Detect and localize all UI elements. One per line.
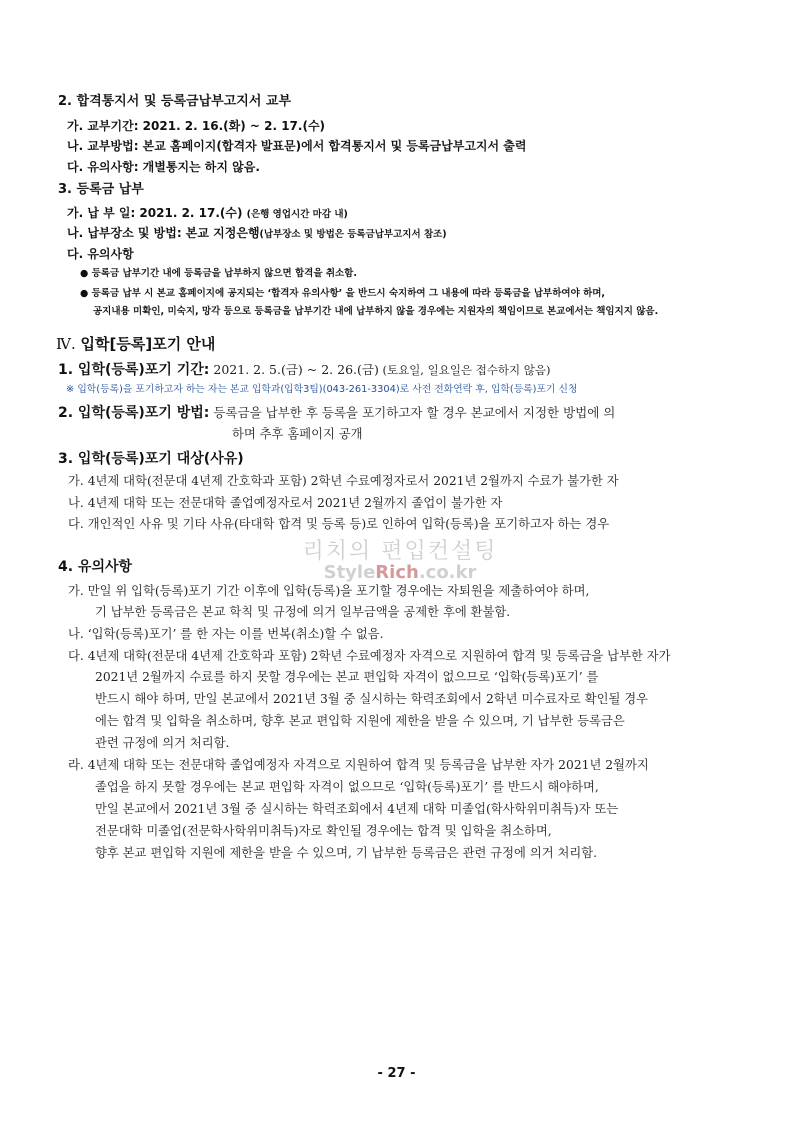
iv4-item-c-3: 반드시 해야 하며, 만일 본교에서 2021년 3월 중 실시하는 학력조회에서 2학년 미수료자로 확인될 경우 (95, 692, 649, 706)
iv4-heading: 4. 유의사항 (58, 559, 133, 575)
iv2-value-2: 하며 추후 홈페이지 공개 (232, 427, 363, 441)
iv3-item-b: 나. 4년제 대학 또는 전문대학 졸업예정자로서 2021년 2월까지 졸업이 불가한 자 (68, 496, 503, 510)
iv3-item-a: 가. 4년제 대학(전문대 4년제 간호학과 포함) 2학년 수료예정자로서 2021년 2월까지 수료가 불가한 자 (68, 474, 619, 488)
sec3-bullet-2-text: 등록금 납부 시 본교 홈페이지에 공지되는 ‘합격자 유의사항’ 을 반드시 숙지하여 그 내용에 따라 등록금을 납부하여야 하며, (91, 288, 606, 299)
iv4-item-d-5: 향후 본교 편입학 지원에 제한을 받을 수 있으며, 기 납부한 등록금은 관련 규정에 의거 처리함. (95, 846, 598, 860)
iv4-title (58, 559, 132, 576)
iv1-label: 1. 입학(등록)포기 기간: (58, 362, 210, 378)
sec3-bullet-2 (80, 288, 605, 299)
iv4-item-c-2: 2021년 2월까지 수료를 하지 못할 경우에는 본교 편입학 자격이 없으므로 ‘입학(등록)포기’ 를 (95, 670, 599, 684)
sec2-item-b: 나. 교부방법: 본교 홈페이지(합격자 발표문)에서 합격통지서 및 등록금납부고지서 출력 (67, 139, 527, 153)
sec2-item-a: 가. 교부기간: 2021. 2. 16.(화) ~ 2. 17.(수) (67, 119, 326, 133)
iv1-small: (토요일, 일요일은 접수하지 않음) (378, 363, 551, 377)
iv1-line (58, 362, 551, 379)
section-iv-number: Ⅳ. (56, 335, 81, 353)
iv1-note: ※ 입학(등록)을 포기하고자 하는 자는 본교 입학과(입학3팀)(043-261-3304)로 사전 전화연락 후, 입학(등록)포기 신청 (66, 384, 578, 395)
section-iv-heading: 입학[등록]포기 안내 (80, 335, 216, 353)
iv1-value: 2021. 2. 5.(금) ~ 2. 26.(금) (209, 362, 379, 377)
sec3-bullet-2-cont: 공지내용 미확인, 미숙지, 망각 등으로 등록금을 납부기간 내에 납부하지 않을 경우에는 지원자의 책임이므로 본교에서는 책임지지 않음. (93, 306, 659, 317)
iv4-item-c-5: 관련 규정에 의거 처리함. (95, 736, 230, 750)
sec3-item-c: 다. 유의사항 (67, 247, 134, 261)
sec3-bullet-1 (80, 268, 357, 279)
section-iv-title (56, 335, 215, 353)
sec3-item-b-small: (납부장소 및 방법은 등록금납부고지서 참조) (259, 229, 447, 240)
bullet-icon: ● (80, 268, 92, 279)
section-3-title: 3. 등록금 납부 (58, 182, 144, 197)
watermark-url-a: Style (323, 562, 376, 583)
iv4-item-c-1: 다. 4년제 대학(전문대 4년제 간호학과 포함) 2학년 수료예정자 자격으로 지원하여 합격 및 등록금을 납부한 자가 (68, 649, 671, 663)
iv3-heading: 3. 입학(등록)포기 대상(사유) (58, 451, 244, 467)
sec3-item-a (67, 206, 348, 220)
iv2-line (58, 405, 615, 422)
iv2-label: 2. 입학(등록)포기 방법: (58, 405, 210, 421)
watermark-text-korean: 리치의 편입컨설팅 (302, 539, 498, 564)
iv4-item-d-1: 라. 4년제 대학 또는 전문대학 졸업예정자 자격으로 지원하여 합격 및 등록금을 납부한 자가 2021년 2월까지 (68, 758, 649, 772)
iv4-item-d-3: 만일 본교에서 2021년 3월 중 실시하는 학력조회에서 4년제 대학 미졸업(학사학위미취득)자 또는 (95, 802, 619, 816)
iv4-item-d-4: 전문대학 미졸업(전문학사학위미취득)자로 확인될 경우에는 합격 및 입학을 취소하며, (95, 824, 552, 838)
sec2-item-c: 다. 유의사항: 개별통지는 하지 않음. (67, 160, 260, 174)
iv4-item-a-1: 가. 만일 위 입학(등록)포기 기간 이후에 입학(등록)을 포기할 경우에는 자퇴원을 제출하여야 하며, (68, 584, 590, 598)
iv4-item-c-4: 에는 합격 및 입학을 취소하며, 향후 본교 편입학 지원에 제한을 받을 수 있으며, 기 납부한 등록금은 (95, 714, 625, 728)
section-2-title: 2. 합격통지서 및 등록금납부고지서 교부 (58, 94, 292, 109)
sec3-bullet-1-text: 등록금 납부기간 내에 등록금을 납부하지 않으면 합격을 취소함. (91, 268, 357, 279)
sec3-item-a-small: (은행 영업시간 마감 내) (246, 209, 348, 220)
sec3-item-a-main: 가. 납 부 일: 2021. 2. 17.(수) (67, 206, 247, 220)
bullet-icon: ● (80, 288, 92, 299)
page-number: - 27 - (377, 1066, 416, 1081)
iv3-title (58, 451, 244, 468)
iv4-item-a-2: 기 납부한 등록금은 본교 학칙 및 규정에 의거 일부금액을 공제한 후에 환불함. (95, 605, 511, 619)
sec3-item-b-main: 나. 납부장소 및 방법: 본교 지정은행 (67, 226, 260, 240)
iv4-item-b: 나. ‘입학(등록)포기’ 를 한 자는 이를 번복(취소)할 수 없음. (68, 627, 384, 641)
watermark-url-c: .co.kr (418, 562, 477, 583)
iv3-item-c: 다. 개인적인 사유 및 기타 사유(타대학 합격 및 등록 등)로 인하여 입학(등록)을 포기하고자 하는 경우 (68, 517, 610, 531)
iv2-value-1: 등록금을 납부한 후 등록을 포기하고자 할 경우 본교에서 지정한 방법에 의 (209, 405, 616, 420)
iv4-item-d-2: 졸업을 하지 못할 경우에는 본교 편입학 자격이 없으므로 ‘입학(등록)포기’ 를 반드시 해야하며, (95, 780, 599, 794)
watermark-url (300, 562, 500, 583)
sec3-item-b (67, 226, 447, 240)
watermark-url-b: Rich (375, 562, 419, 583)
